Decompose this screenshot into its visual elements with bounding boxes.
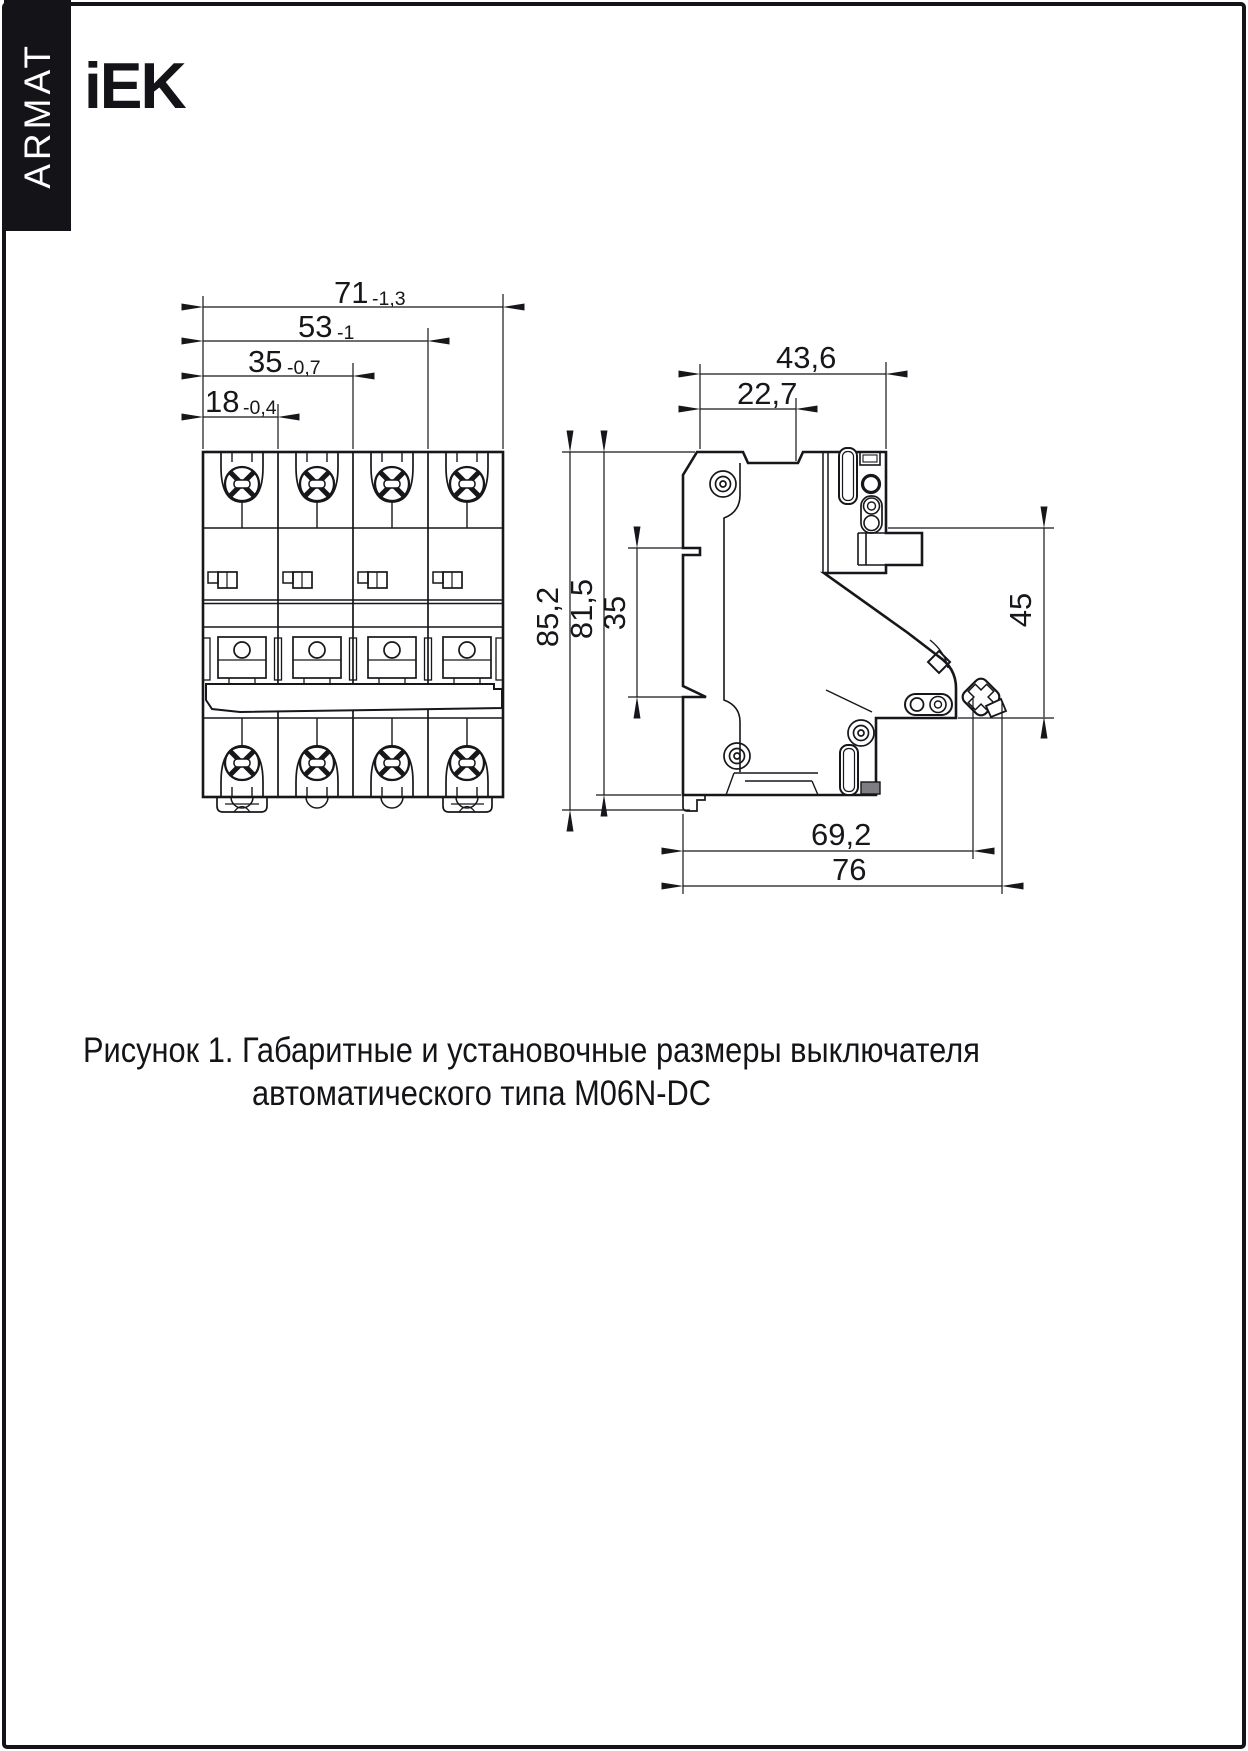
din-clip-foot xyxy=(683,795,705,811)
dim-71: 71 xyxy=(334,275,369,310)
side-view-drawing xyxy=(683,448,1006,811)
dim-53-tol: -1 xyxy=(337,322,355,344)
dim-81-5: 81,5 xyxy=(564,578,599,640)
dim-43-6: 43,6 xyxy=(776,340,837,375)
dim-45: 45 xyxy=(1003,592,1038,628)
front-view-drawing xyxy=(203,452,503,812)
dim-71-tol: -1,3 xyxy=(372,288,406,310)
dim-18-tol: -0,4 xyxy=(243,397,277,419)
dim-18: 18 xyxy=(205,384,240,419)
rear-terminal-screw xyxy=(960,676,1006,718)
dim-69-2: 69,2 xyxy=(811,817,872,852)
figure-caption-line1: Рисунок 1. Габаритные и установочные размеры выключателя xyxy=(83,1031,980,1070)
armat-vertical-label: ARMAT xyxy=(17,42,58,189)
dim-35-side: 35 xyxy=(597,595,632,631)
lock-boss-bottom xyxy=(905,694,952,715)
handle-tie-bar xyxy=(206,684,502,712)
bottom-clip-plate xyxy=(861,782,880,794)
bottom-slot xyxy=(840,745,858,795)
top-slot xyxy=(839,448,857,504)
dim-53: 53 xyxy=(298,309,333,344)
figure-caption xyxy=(83,1029,980,1115)
figure-caption-line2: автоматического типа M06N-DC xyxy=(252,1074,712,1113)
dim-76: 76 xyxy=(832,852,867,887)
front-view-dimension-labels xyxy=(205,275,406,419)
dim-35-tol: -0,7 xyxy=(287,357,321,379)
dim-85-2: 85,2 xyxy=(530,586,565,648)
iek-logo: iEK xyxy=(84,49,185,123)
dim-35: 35 xyxy=(248,344,283,379)
dim-22-7: 22,7 xyxy=(737,376,798,411)
